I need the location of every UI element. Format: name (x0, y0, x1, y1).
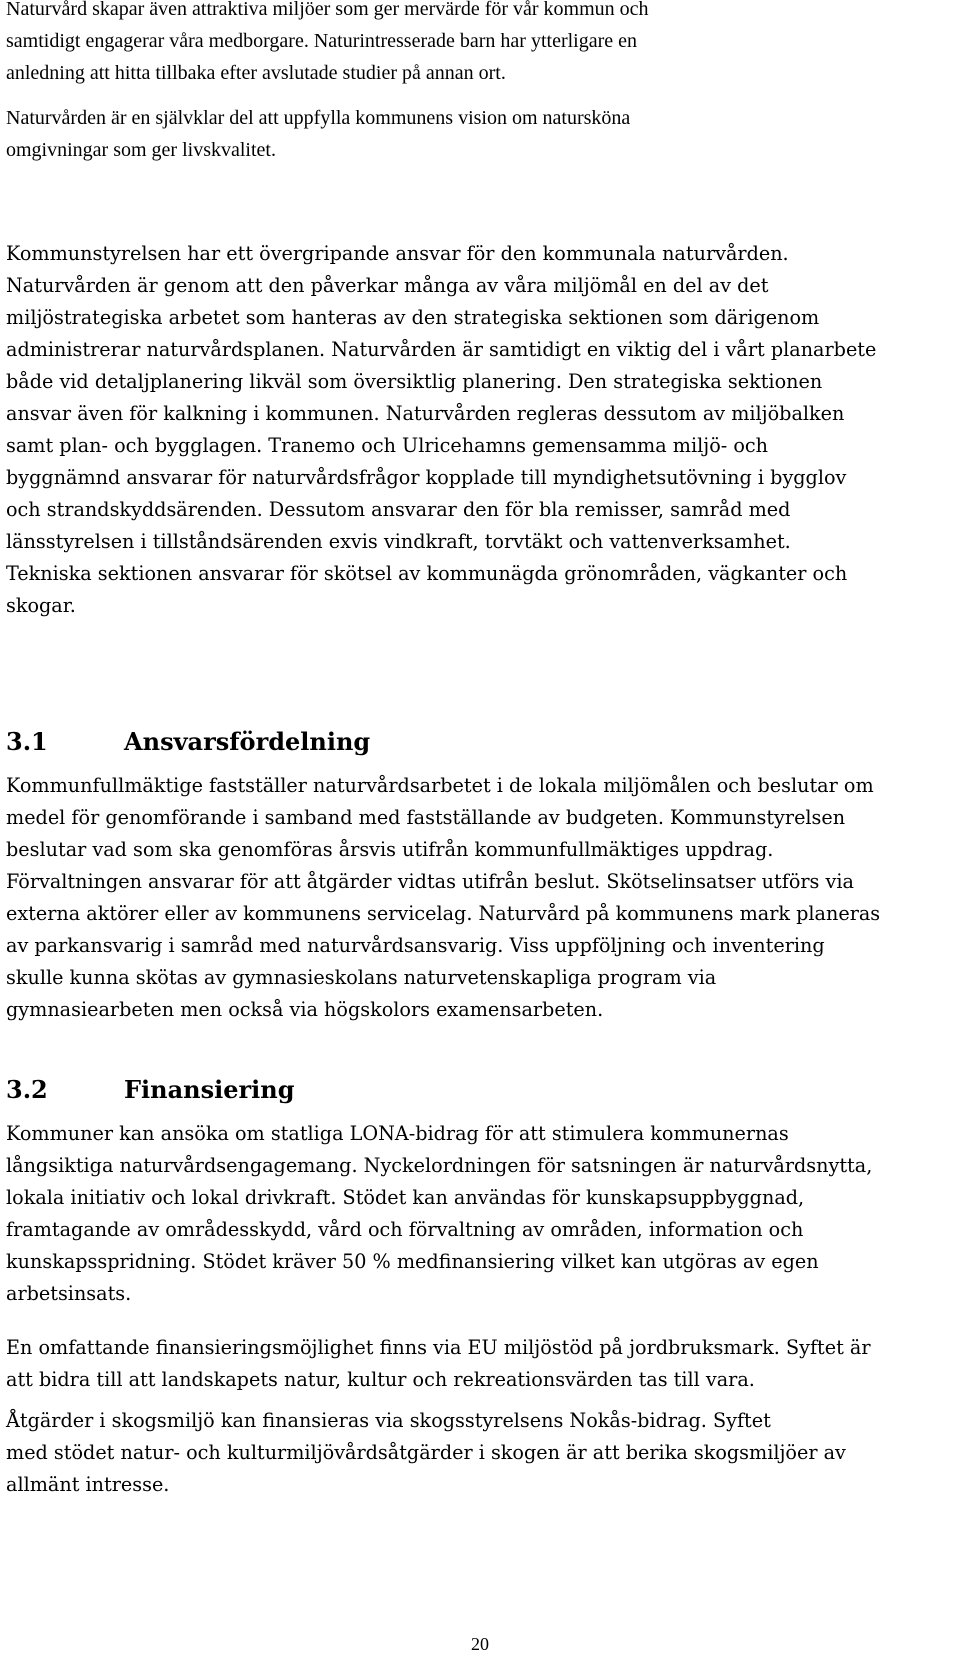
heading-3-1-title: Ansvarsfördelning (124, 727, 371, 756)
heading-3-1-number: 3.1 (6, 727, 48, 756)
paragraph-intro-2: Naturvården är en självklar del att uppfylla kommunens vision om natursköna omgivningar som ger livskvalitet. (6, 107, 631, 161)
paragraph-section-3-2-lona: Kommuner kan ansöka om statliga LONA-bidrag för att stimulera kommunernas långsiktiga naturvårdsengagemang. Nyckelordningen för satsningen är naturvårdsnytta, lokala initiativ och lokal drivkraft. Stödet kan användas för kunskapsuppbyggnad, framtagande av områdesskydd, vård och förvaltning av områden, information och kunskapsspridning. Stödet kräver 50 % medfinansiering vilket kan utgöras av egen arbetsinsats. (6, 1122, 873, 1305)
paragraph-responsibility: Kommunstyrelsen har ett övergripande ansvar för den kommunala naturvården. Naturvården är genom att den påverkar många av våra miljömål en del av det miljöstrategiska arbetet som hanteras av den strategiska sektionen som därigenom administrerar naturvårdsplanen. Naturvården är samtidigt en viktig del i vårt planarbete både vid detaljplanering likväl som översiktlig planering. Den strategiska sektionen ansvar även för kalkning i kommunen. Naturvården regleras dessutom av miljöbalken samt plan- och bygglagen. Tranemo och Ulricehamns gemensamma miljö- och byggnämnd ansvarar för naturvårdsfrågor kopplade till myndighetsutövning i bygglov och strandskyddsärenden. Dessutom ansvarar den för bla remisser, samråd med länsstyrelsen i tillståndsärenden exvis vindkraft, torvtäkt och vattenverksamhet. Tekniska sektionen ansvarar för skötsel av kommunägda grönområden, vägkanter och skogar. (6, 242, 877, 617)
heading-3-2-number: 3.2 (6, 1075, 48, 1104)
heading-3-2 (6, 1074, 295, 1106)
paragraph-section-3-1: Kommunfullmäktige fastställer naturvårdsarbetet i de lokala miljömålen och beslutar om medel för genomförande i samband med fastställande av budgeten. Kommunstyrelsen beslutar vad som ska genomföras årsvis utifrån kommunfullmäktiges uppdrag. Förvaltningen ansvarar för att åtgärder vidtas utifrån beslut. Skötselinsatser utförs via externa aktörer eller av kommunens servicelag. Naturvård på kommunens mark planeras av parkansvarig i samråd med naturvårdsansvarig. Viss uppföljning och inventering skulle kunna skötas av gymnasieskolans naturvetenskapliga program via gymnasiearbeten men också via högskolors examensarbeten. (6, 774, 881, 1021)
paragraph-section-3-2-nokas: Åtgärder i skogsmiljö kan finansieras via skogsstyrelsens Nokås-bidrag. Syftet med stödet natur- och kulturmiljövårdsåtgärder i skogen är att berika skogsmiljöer av allmänt intresse. (6, 1409, 846, 1496)
heading-3-1 (6, 726, 370, 758)
page-number: 20 (471, 1634, 489, 1654)
paragraph-intro-1: Naturvård skapar även attraktiva miljöer som ger mervärde för vår kommun och samtidigt engagerar våra medborgare. Naturintresserade barn har ytterligare en anledning att hitta tillbaka efter avslutade studier på annan ort. (6, 0, 649, 84)
heading-3-2-title: Finansiering (124, 1075, 295, 1104)
paragraph-section-3-2-eu: En omfattande finansieringsmöjlighet finns via EU miljöstöd på jordbruksmark. Syftet är att bidra till att landskapets natur, kultur och rekreationsvärden tas till vara. (6, 1336, 871, 1391)
